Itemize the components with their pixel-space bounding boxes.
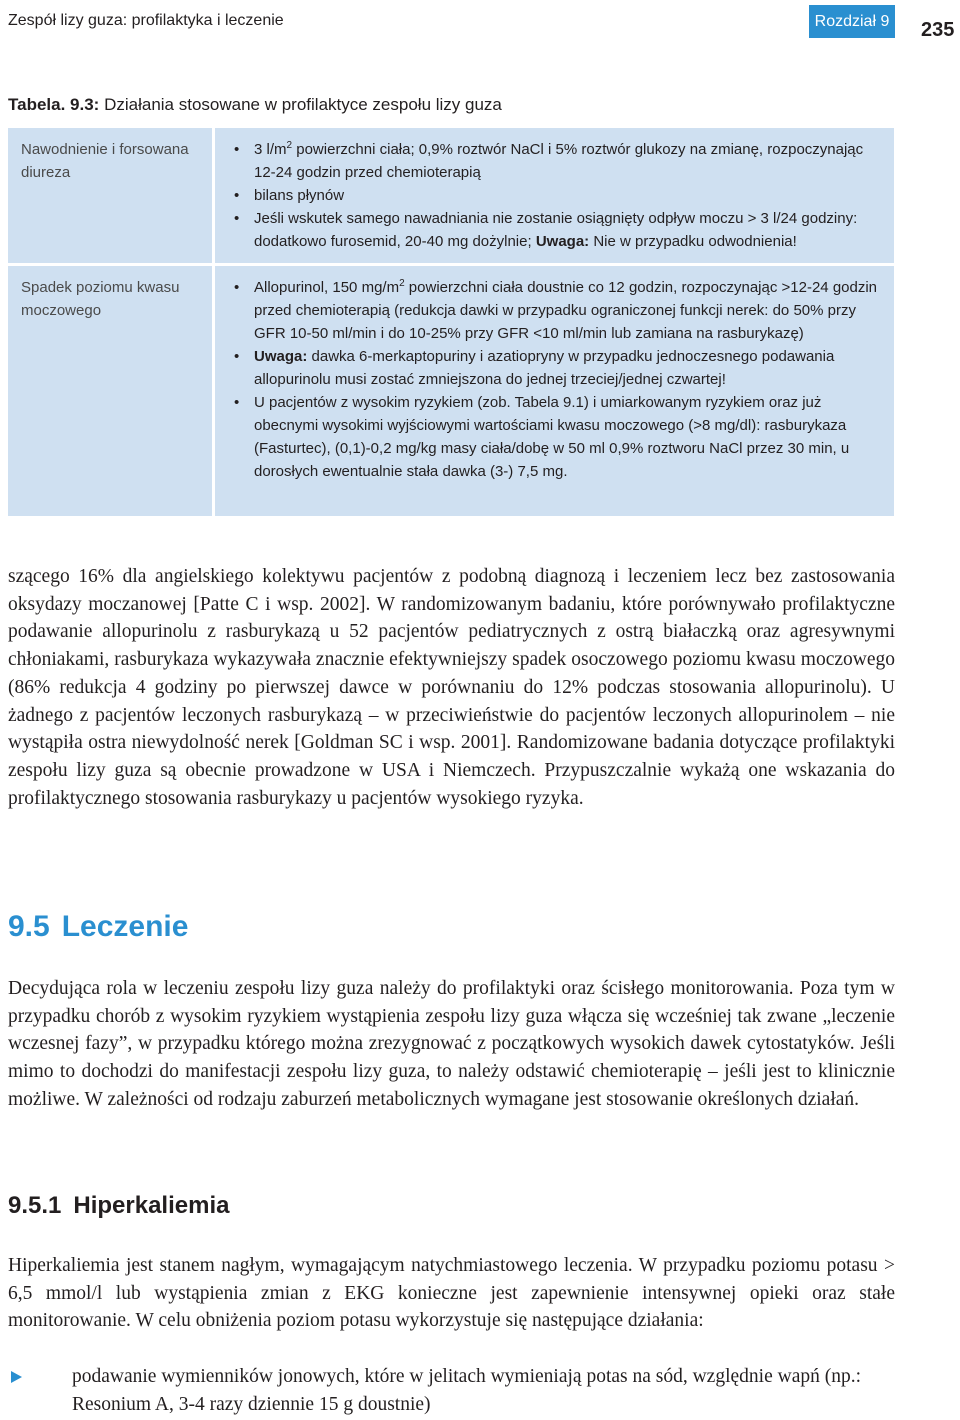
row-label: Spadek poziomu kwasu moczowego [8, 266, 215, 516]
row-content [215, 128, 894, 266]
subsection-title: Hiperkaliemia [73, 1192, 230, 1219]
body-paragraph: szącego 16% dla angielskiego kolektywu pacjentów z podobną diagnozą i leczeniem lecz bez zastosowania oksydazy moczanowej [Patte C i wsp. 2002]. W randomizowanym badaniu, które porównywało profilaktyczne podawanie allopurinolu z rasburykazą u 52 pacjentów pediatrycznych z ostrą białaczką oraz agresywnymi chłoniakami, rasburykaza wykazywała znacznie efektywniejszy spadek osoczowego poziomu kwasu moczowego (86% redukcja 4 godziny po pierwszej dawce w porównaniu do 12% podczas stosowania allopurinolu). U żadnego z pacjentów leczonych rasburykazą – w przeciwieństwie do pacjentów leczonych allopurinolem – nie wystąpiła ostra niewydolność nerek [Goldman SC i wsp. 2001]. Randomizowane badania dotyczące profilaktyki zespołu lizy guza są obecnie prowadzone w USA i Niemczech. Przypuszczalnie wykażą one wskazania do profilaktycznego stosowania rasburykazy u pacjentów wysokiego ryzyka. [8, 566, 895, 809]
row-bullets [227, 276, 882, 483]
list-item: • Allopurinol, 150 $mg/m^2$ powierzchni ciała doustnie co 12 godzin, rozpoczynając >12-24 godzin przed chemioterapią (redukcja dawki w przypadku ograniczonej funkcji nerek: do 50% przy GFR 10-50 ml/min i do 10-25% przy GFR <10 ml/min lub zamiana na rasburykazę) [227, 276, 882, 345]
table-row [8, 128, 894, 266]
list-item: • Uwaga: dawka 6-merkaptopuriny i azatiopryny w przypadku jednoczesnego podawania allopurinolu musi zostać zmniejszona do jednej trzeciej/jednej czwartej! [227, 345, 882, 391]
body-paragraph: Hiperkaliemia jest stanem nagłym, wymagającym natychmiastowego leczenia. W przypadku poziomu potasu > 6,5 mmol/l lub wystąpienia zmian z EKG konieczne jest zapewnienie intensywnej opieki oraz stałe monitorowanie. W celu obniżenia poziom potasu wykorzystuje się następujące działania: [8, 1255, 895, 1332]
table-row [8, 266, 894, 516]
action-list [8, 1363, 895, 1418]
body-paragraph: Decydująca rola w leczeniu zespołu lizy guza należy do profilaktyki oraz ścisłego monitorowania. Poza tym w przypadku chorób z wysokim ryzykiem wystąpienia zespołu lizy guza włącza się wcześniej tak zwane „leczenie wczesnej fazy”, w przypadku którego można zrezygnować z początkowych wysokich dawek cytostatyków. Jeśli mimo to dochodzi do manifestacji zespołu lizy guza, to należy odstawić chemioterapię – jeśli jest to klinicznie możliwe. W zależności od rodzaju zaburzeń metabolicznych wymagane jest stosowanie określonych działań. [8, 978, 895, 1110]
subsection-number: 9.5.1 [8, 1192, 62, 1219]
table-caption [8, 95, 502, 115]
page-number: 235 [921, 19, 955, 41]
table-caption-text: Działania stosowane w profilaktyce zespołu lizy guza [104, 95, 502, 114]
arrow-bullet-icon [11, 1371, 22, 1383]
list-item: • Jeśli wskutek samego nawadniania nie zostanie osiągnięty odpływ moczu > 3 l/24 godziny: dodatkowo furosemid, 20-40 mg dożylnie; Uwaga: Nie w przypadku odwodnienia! [227, 207, 882, 253]
running-title: Zespół lizy guza: profilaktyka i leczenie [8, 12, 284, 29]
row-label: Nawodnienie i forsowana diureza [8, 128, 215, 266]
list-item: podawanie wymienników jonowych, które w jelitach wymieniają potas na sód, względnie wapń (np.: Resonium A, 3-4 razy dziennie 15 g doustnie) [8, 1363, 895, 1418]
prevention-table [8, 128, 894, 516]
subsection-heading [8, 1192, 229, 1220]
chapter-badge: Rozdział 9 [809, 5, 895, 38]
table-caption-label: Tabela. 9.3: [8, 95, 100, 114]
section-title: Leczenie [61, 910, 189, 943]
row-bullets [227, 138, 882, 253]
list-item: • U pacjentów z wysokim ryzykiem (zob. Tabela 9.1) i umiarkowanym ryzykiem oraz już obecnymi wysokimi wyjściowymi wartościami kwasu moczowego (>8 mg/dl): rasburykaza (Fasturtec), (0,1)-0,2 mg/kg masy ciała/dobę w 50 ml 0,9% roztworu NaCl przez 30 min, u dorosłych ewentualnie stała dawka (3-) 7,5 mg. [227, 391, 882, 483]
page-header [0, 0, 960, 44]
section-heading [8, 910, 188, 944]
list-item: • 3 $l/m^2$ powierzchni ciała; 0,9% roztwór NaCl i 5% roztwór glukozy na zmianę, rozpoczynając 12-24 godzin przed chemioterapią [227, 138, 882, 184]
row-content [215, 266, 894, 516]
section-number: 9.5 [8, 910, 50, 943]
list-item: • bilans płynów [227, 184, 882, 207]
